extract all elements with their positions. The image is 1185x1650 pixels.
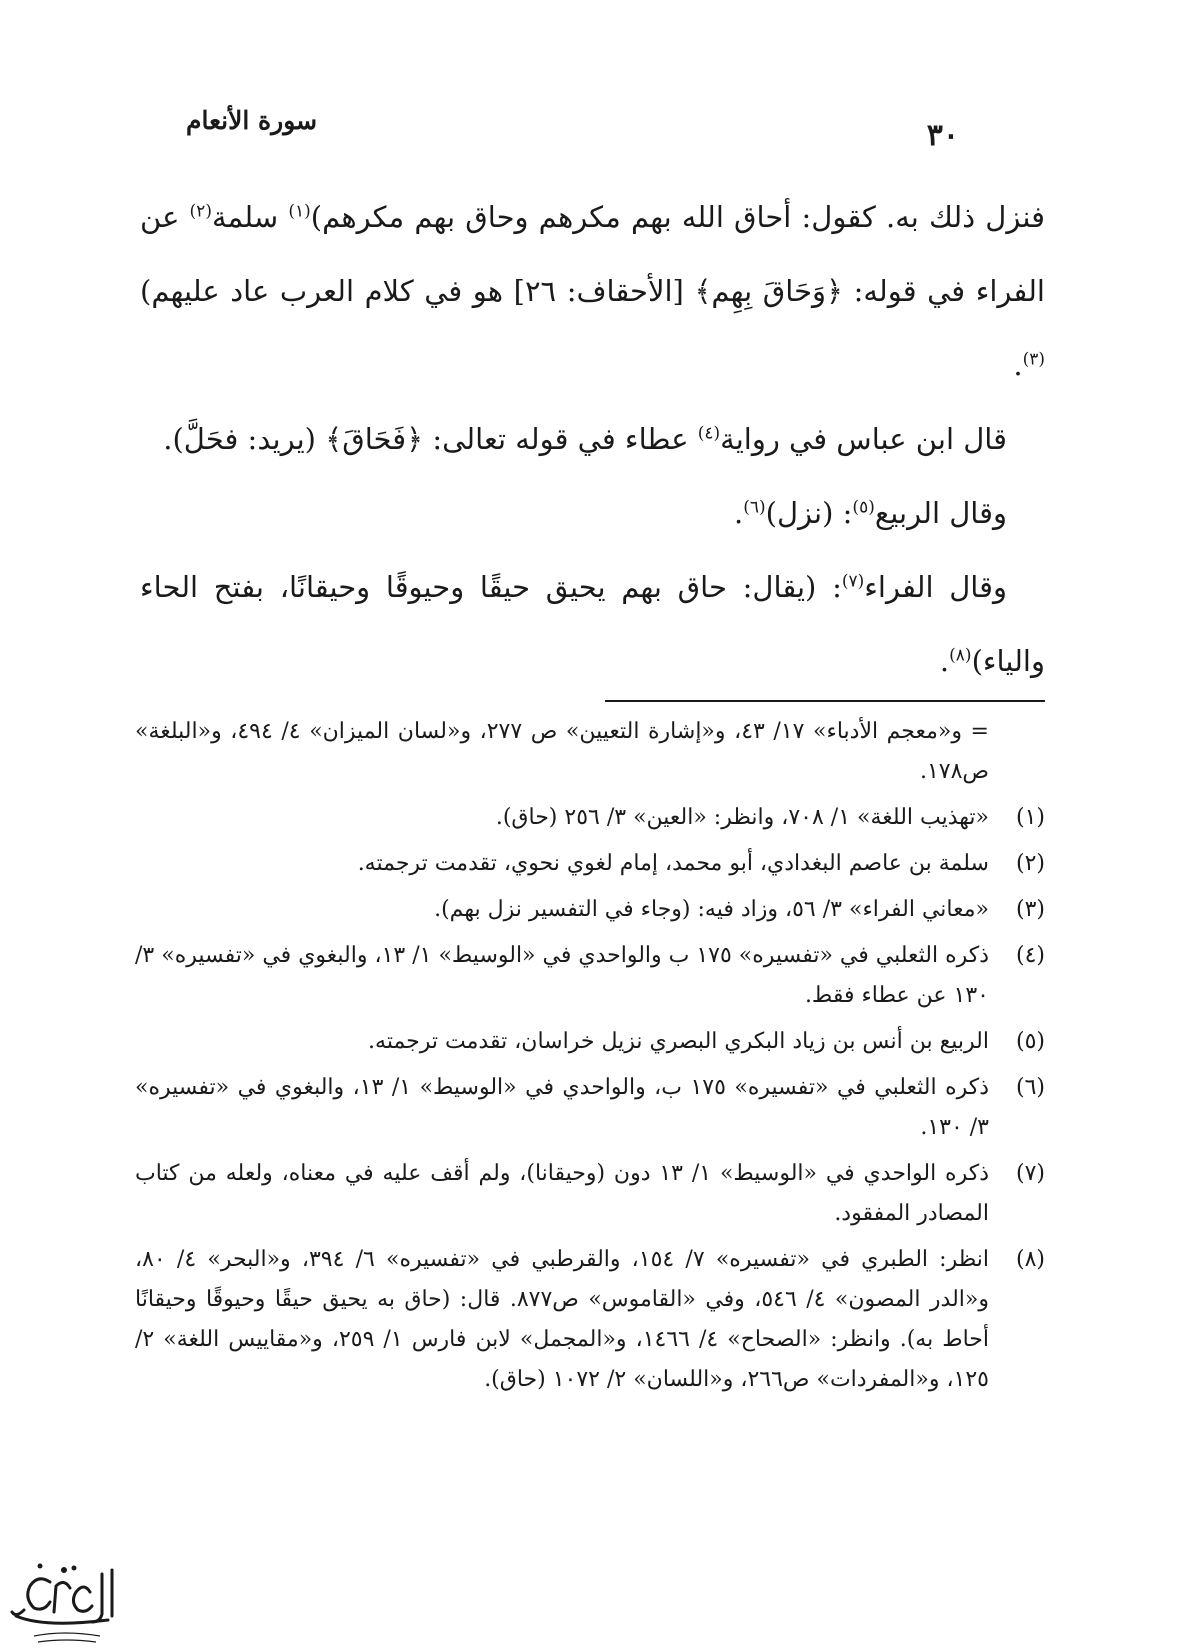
text-segment: : (يقال: حاق بهم يحيق حيقًا وحيوقًا وحيقانًا، بفتح الحاء والياء) [140,570,1045,678]
text-segment: . [939,644,950,678]
footnote-5 [135,1022,1045,1062]
footnote-ref[interactable]: (٢) [189,201,212,222]
footnote-ref[interactable]: (٣) [1022,349,1045,370]
calligraphy-logo [4,1552,124,1648]
page-number: ٣٠ [926,118,959,153]
text-segment: . [1013,348,1023,382]
footnote-text: ذكره الواحدي في «الوسيط» ١/ ١٣ دون (وحيقانا)، ولم أقف عليه في معناه، ولعله من كتاب المصادر المفقود. [135,1161,989,1226]
quran-quote: ﴿وَحَاقَ بِهِم﴾ [694,274,843,308]
quran-quote: ﴿فَحَاقَ﴾ [325,422,424,456]
footnote-text: ذكره الثعلبي في «تفسيره» ١٧٥ ب، والواحدي في «الوسيط» ١/ ١٣، والبغوي في «تفسيره» ٣/ ١٣٠. [135,1075,990,1140]
footnote-ref[interactable]: (١) [288,201,311,222]
footnote-text: انظر: الطبري في «تفسيره» ٧/ ١٥٤، والقرطبي في «تفسيره» ٦/ ٣٩٤، و«البحر» ٤/ ٨٠، و«الدر المصون» ٤/ ٥٤٦، وفي «القاموس» ص٨٧٧. قال: (حاق به يحيق حيقًا وحيوقًا وحيقانًا أحاط به). وانظر: «الصحاح» ٤/ ١٤٦٦، و«المجمل» لابن فارس ١/ ٢٥٩، و«مقاييس اللغة» ٢/ ١٢٥، و«المفردات» ص٢٦٦، و«اللسان» ٢/ ١٠٧٢ (حاق). [135,1247,990,1392]
footnote-ref[interactable]: (٧) [841,571,865,592]
footnote-2 [135,844,1045,884]
footnote-4 [135,936,1045,1016]
footnote-8 [135,1240,1045,1400]
text-segment: . [734,496,744,530]
text-segment: (يريد: فحَلَّ). [163,422,326,456]
footnote-number: (٨) [1015,1247,1045,1272]
footnote-ref[interactable]: (٦) [743,497,766,518]
footnote-divider [605,700,1045,702]
text-segment: قال ابن عباس في رواية [720,422,1007,456]
footnote-number: (١) [1015,805,1045,830]
text-segment: : (نزل) [765,496,853,530]
text-segment: وقال الفراء [864,570,1007,604]
footnote-7 [135,1154,1045,1234]
footnote-1 [135,798,1045,838]
text-segment: [الأحقاف: ٢٦] هو في كلام العرب عاد عليهم) [140,274,695,308]
paragraph-3 [140,476,1045,550]
main-text [140,180,1045,698]
paragraph-1 [140,180,1045,402]
footnote-number: (٤) [1015,943,1045,968]
text-segment: عطاء في قوله تعالى: [423,422,698,456]
footnote-ref[interactable]: (٤) [697,423,721,444]
text-segment: فنزل ذلك به. كقول: أحاق الله بهم مكرهم وحاق بهم مكرهم) [310,200,1045,234]
footnote-number: (٣) [1015,897,1045,922]
text-segment: عن الفراء في قوله: [140,200,1045,308]
footnotes [135,712,1045,1406]
footnote-number: (٧) [1015,1161,1045,1186]
footnote-text: سلمة بن عاصم البغدادي، أبو محمد، إمام لغوي نحوي، تقدمت ترجمته. [357,851,989,876]
paragraph-2 [140,402,1045,476]
footnote-number: (٥) [1015,1029,1045,1054]
footnote-ref[interactable]: (٨) [949,645,972,666]
footnote-number: (٢) [1015,851,1045,876]
text-segment: وقال الربيع [874,496,1007,530]
footnote-ref[interactable]: (٥) [852,497,875,518]
footnote-continuation [135,712,1045,792]
paragraph-4 [140,550,1045,698]
footnote-text: = و«معجم الأدباء» ١٧/ ٤٣، و«إشارة التعيين» ص ٢٧٧، و«لسان الميزان» ٤/ ٤٩٤، و«البلغة» ص١٧٨. [135,719,989,784]
footnote-3 [135,890,1045,930]
footnote-text: الربيع بن أنس بن زياد البكري البصري نزيل خراسان، تقدمت ترجمته. [368,1029,989,1054]
footnote-text: «معاني الفراء» ٣/ ٥٦، وزاد فيه: (وجاء في التفسير نزل بهم). [434,897,989,922]
text-segment: سلمة [211,200,289,234]
footnote-text: «تهذيب اللغة» ١/ ٧٠٨، وانظر: «العين» ٣/ ٢٥٦ (حاق). [495,805,989,830]
footnote-6 [135,1068,1045,1148]
running-title: سورة الأنعام [186,106,318,135]
footnote-number: (٦) [1015,1075,1045,1100]
footnote-text: ذكره الثعلبي في «تفسيره» ١٧٥ ب والواحدي في «الوسيط» ١/ ١٣، والبغوي في «تفسيره» ٣/ ١٣٠ عن عطاء فقط. [135,943,990,1008]
